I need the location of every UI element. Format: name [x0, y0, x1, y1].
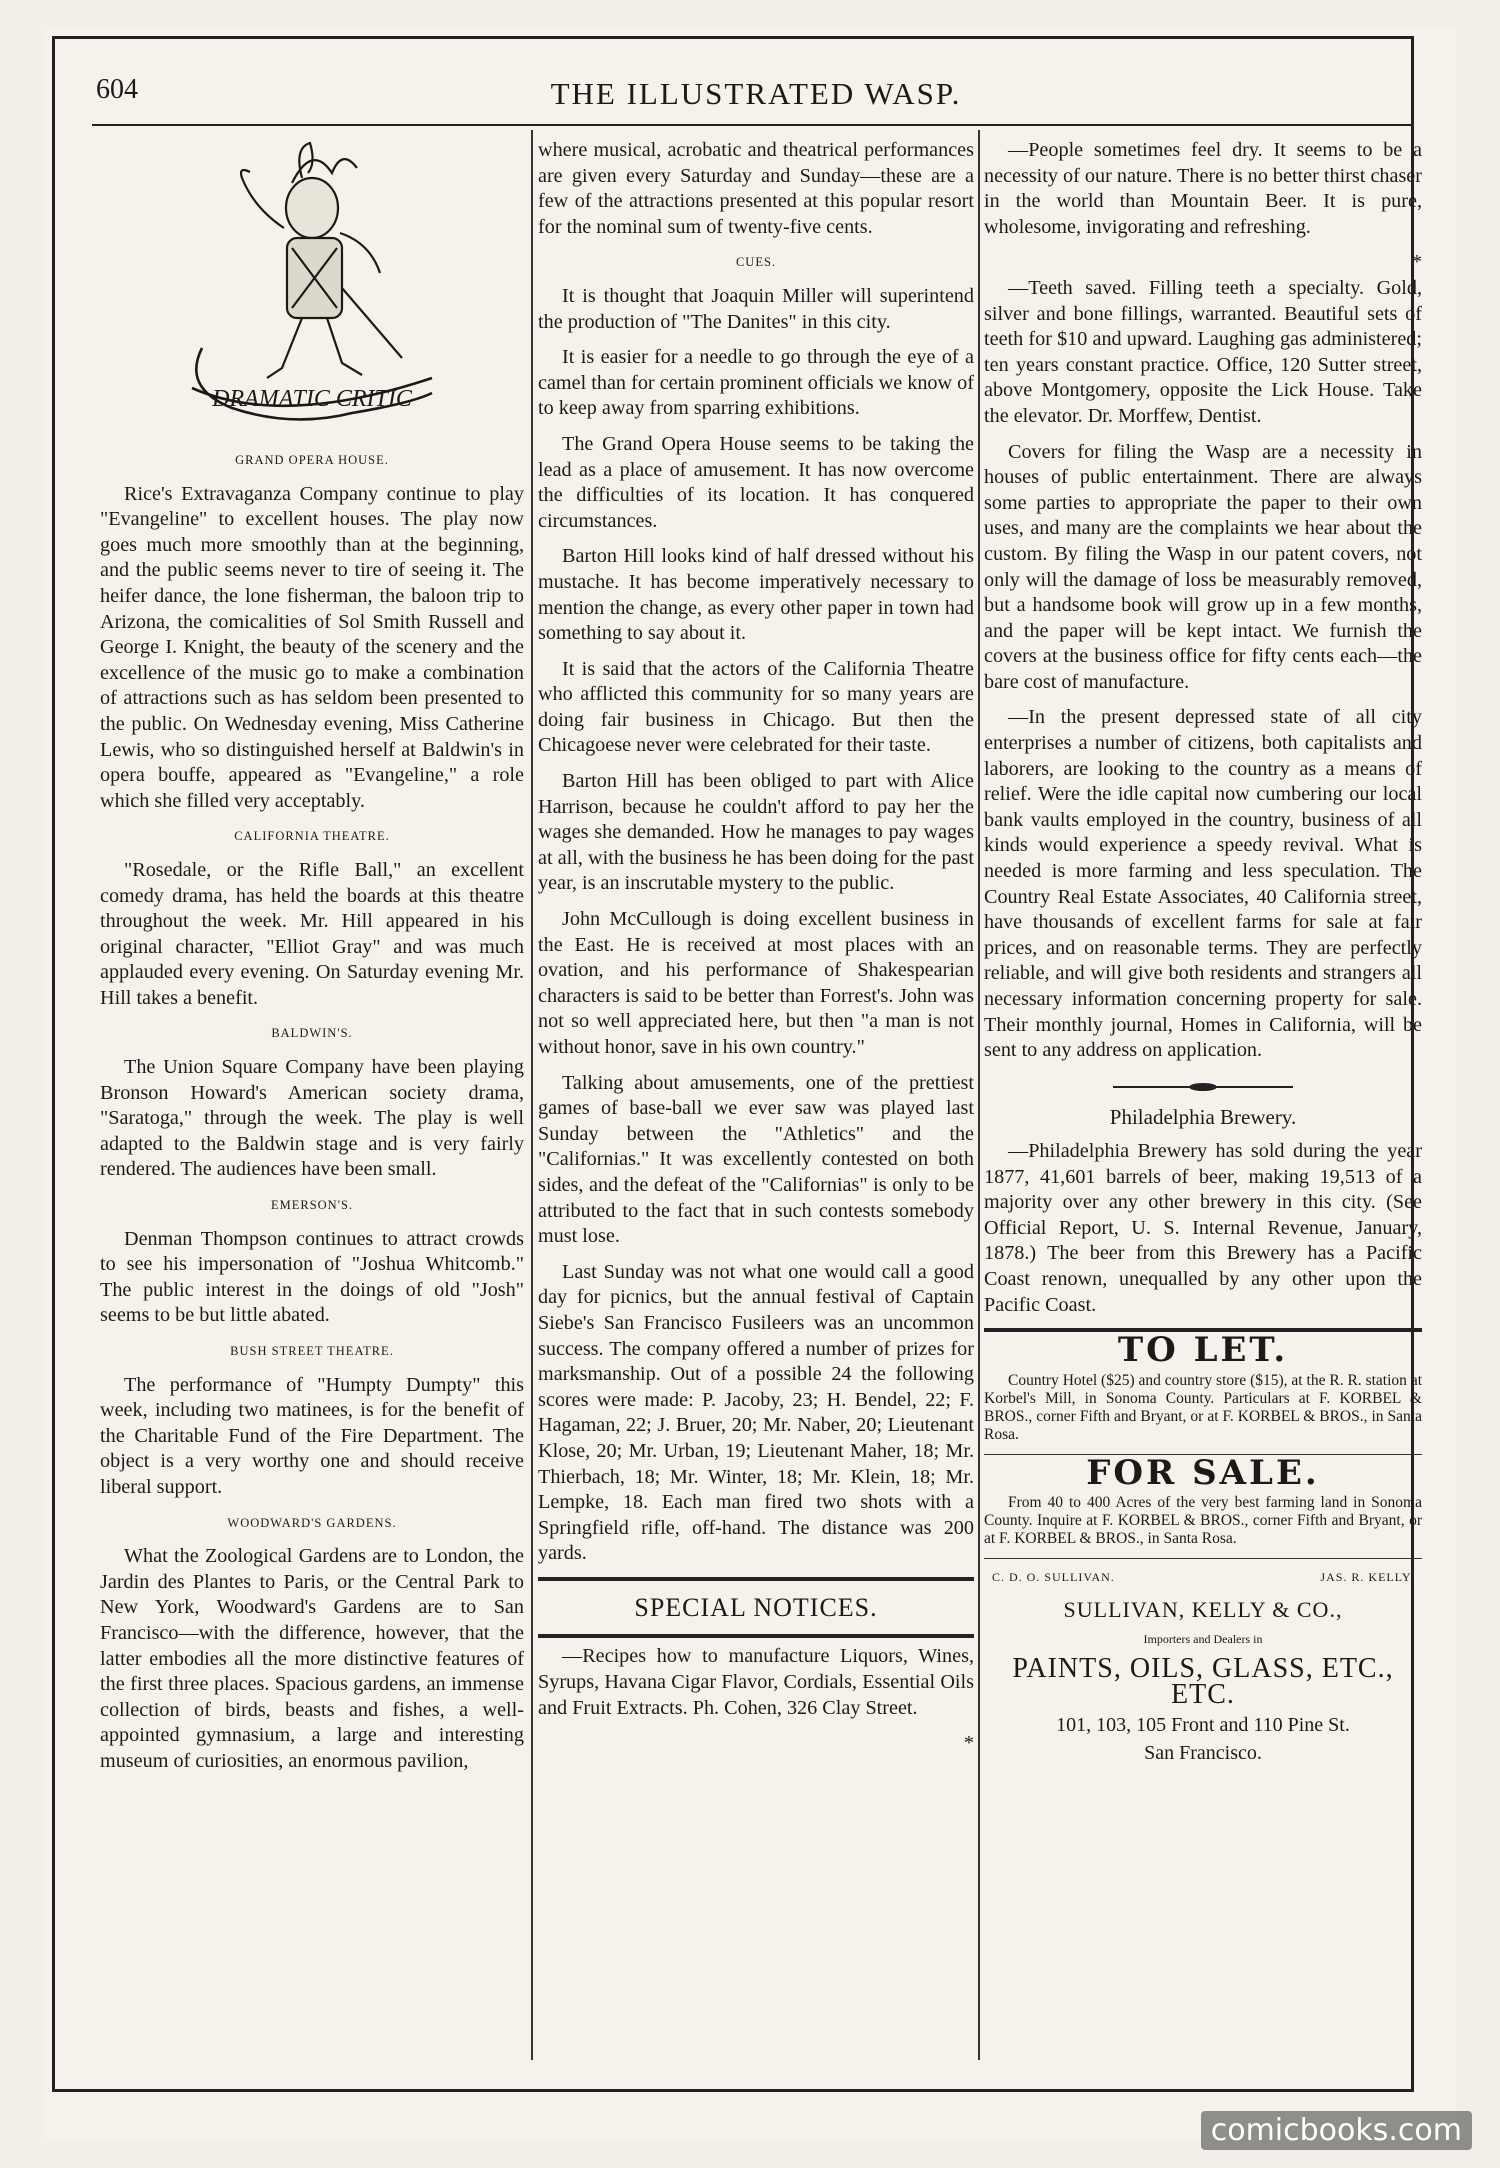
- emersons-heading: EMERSON'S.: [270, 1198, 354, 1213]
- sullivan-kelly-rule: [984, 1558, 1422, 1559]
- baldwins-heading: BALDWIN'S.: [271, 1026, 353, 1041]
- partner-name-right: JAS. R. KELLY.: [1320, 1570, 1414, 1585]
- page-title: THE ILLUSTRATED WASP.: [550, 76, 962, 111]
- cues-paragraph-4: Barton Hill looks kind of half dressed without his mustache. It has become imperatively necessary to mention the change, as every other paper in town had something to say about it.: [538, 545, 974, 645]
- cues-paragraph-8: Talking about amusements, one of the prettiest games of base-ball we ever saw was played last Sunday between the "Athletics" and the "Californias." It was excellently contested on both sides, and the defeat of the "Californias" is only to be attributed to the fact that in such contests somebody must lose.: [538, 1071, 974, 1248]
- cues-paragraph-6: Barton Hill has been obliged to part with Alice Harrison, because he couldn't afford to pay her the wages she demanded. How he manages to pay wages at all, with the business he has been doing for the past year, is an inscrutable mystery to the public.: [538, 770, 974, 895]
- illustration-caption: DRAMATIC CRITIC: [212, 386, 412, 412]
- column-2: [538, 138, 974, 1757]
- partner-name-left: C. D. O. SULLIVAN.: [992, 1570, 1115, 1585]
- grand-opera-heading: GRAND OPERA HOUSE.: [235, 453, 389, 467]
- cues-paragraph-9: Last Sunday was not what one would call a good day for picnics, but the annual festival of Captain Siebe's San Francisco Fusileers was an uncommon success. The company offered a number of prizes for marksmanship. Out of a possible 24 the following scores were made: P. Jacoby, 23; H. Bendel, 22; F. Hagaman, 22; J. Bruer, 20; Mr. Naber, 20; Lieutenant Klose, 20; Mr. Urban, 19; Lieutenant Maher, 18; Mr. Thierbach, 18; Mr. Winter, 18; Mr. Klein, 18; Mr. Lempke, 18. Each man fired two shots with a Springfield rifle, off-hand. The distance was 200 yards.: [538, 1260, 974, 1565]
- special-notices-rule-top: [538, 1577, 974, 1581]
- baldwins-paragraph: The Union Square Company have been playing Bronson Howard's American society drama, "Saratoga," through the week. The play is well adapted to the Baldwin stage and is very fairly rendered. The audiences have been small.: [100, 1056, 524, 1181]
- column-1: [100, 138, 524, 1785]
- for-sale-heading: FOR SALE.: [1086, 1452, 1320, 1493]
- woodwards-heading: WOODWARD'S GARDENS.: [227, 1515, 397, 1530]
- recipes-notice: —Recipes how to manufacture Liquors, Wines, Syrups, Havana Cigar Flavor, Cordials, Essential Oils and Fruit Extracts. Ph. Cohen, 326 Clay Street.: [538, 1645, 974, 1719]
- california-theatre-paragraph: "Rosedale, or the Rifle Ball," an excellent comedy drama, has held the boards at this theatre throughout the week. Mr. Hill appeared in his original character, "Elliot Gray" and was much applauded every evening. On Saturday evening Mr. Hill takes a benefit.: [100, 858, 524, 1009]
- cues-paragraph-3: The Grand Opera House seems to be taking the lead as a place of amusement. It has now overcome the difficulties of its location. It has conquered circumstances.: [538, 432, 974, 532]
- column-rule-2: [978, 130, 980, 2060]
- to-let-heading: TO LET.: [1117, 1330, 1289, 1371]
- page-header: [96, 70, 1416, 120]
- cues-heading: CUES.: [735, 255, 777, 270]
- partner-names: [992, 1565, 1414, 1591]
- grand-opera-paragraph: Rice's Extravaganza Company continue to play "Evangeline" to excellent houses. The play now goes much more smoothly than at the beginning, and the public seems never to tire of seeing it. The heifer dance, the lone fisherman, the baloon trip to Arizona, the comicalities of Sol Smith Russell and George I. Knight, the beauty of the scenery and the excellence of the music go to make a combination of attractions such as has seldom been presented to the public. On Wednesday evening, Miss Catherine Lewis, who so distinguished herself at Baldwin's in opera bouffe, appeared as "Evangeline," a role which she filled very acceptably.: [100, 482, 524, 812]
- watermark: comicbooks.com: [1201, 2111, 1472, 2150]
- brewery-heading: Philadelphia Brewery.: [1109, 1105, 1297, 1130]
- mountain-beer-notice: —People sometimes feel dry. It seems to be a necessity of our nature. There is no better thirst chaser in the world than Mountain Beer. It is pure, wholesome, invigorating and refreshing.: [984, 139, 1422, 238]
- california-theatre-heading: CALIFORNIA THEATRE.: [234, 829, 390, 844]
- wasp-covers-notice: Covers for filing the Wasp are a necessity in houses of public entertainment. There are always some parties to appropriate the paper to their own uses, and many are the complaints we hear about the custom. By filing the Wasp in our patent covers, not only will the damage of loss be measurably removed, but a handsome book will grow up in a few months, and the paper will be kept intact. We furnish the covers at the business office for fifty cents each—the bare cost of manufacture.: [984, 440, 1422, 693]
- woodwards-continued: where musical, acrobatic and theatrical performances are given every Saturday and Sunday—these are a few of the attractions presented at this popular resort for the nominal sum of twenty-five cents.: [538, 139, 974, 238]
- brewery-notice: —Philadelphia Brewery has sold during the year 1877, 41,601 barrels of beer, making 19,513 of a majority over any other brewery in this city. (See Official Report, U. S. Internal Revenue, January, 1878.) The beer from this Brewery has a Pacific Coast renown, unequalled by any other upon the Pacific Coast.: [984, 1139, 1422, 1316]
- firm-address: 101, 103, 105 Front and 110 Pine St.: [1056, 1714, 1350, 1737]
- firm-subtitle: Importers and Dealers in: [1143, 1631, 1263, 1646]
- ornament-rule-icon: [1113, 1082, 1293, 1092]
- firm-city: San Francisco.: [1144, 1741, 1262, 1764]
- page-number: 604: [96, 74, 138, 105]
- dramatic-critic-illustration: [162, 138, 462, 438]
- special-notices-rule-bottom: [538, 1634, 974, 1638]
- real-estate-notice: —In the present depressed state of all city enterprises a number of citizens, both capitalists and laborers, are looking to the country as a means of relief. Were the idle capital now cumbering our local bank vaults employed in the country, business of all kinds would experience a speedy revival. What is needed is more farming and less speculation. The Country Real Estate Associates, 40 California street, have thousands of excellent farms for sale at fair prices, and on reasonable terms. They are perfectly reliable, and will give both residents and strangers all necessary information concerning property for sale. Their monthly journal, Homes in California, will be sent to any address on application.: [984, 706, 1422, 1062]
- woodwards-paragraph: What the Zoological Gardens are to London, the Jardin des Plantes to Paris, or the Central Park to New York, Woodward's Gardens are to San Francisco—with the difference, however, that the latter embodies all the more distinctive features of the first three places. Spacious gardens, an immense collection of birds, beasts and fishes, a well-appointed gymnasium, a large and interesting museum of curiosities, an enormous pavilion,: [100, 1545, 524, 1772]
- column-rule-1: [531, 130, 533, 2060]
- firm-name: SULLIVAN, KELLY & CO.,: [1063, 1596, 1343, 1622]
- ornament-divider: [984, 1074, 1422, 1100]
- column-3: [984, 138, 1422, 1768]
- cues-paragraph-1: It is thought that Joaquin Miller will superintend the production of "The Danites" in this city.: [538, 284, 974, 333]
- cues-paragraph-2: It is easier for a needle to go through the eye of a camel than for certain prominent officials we know of to keep away from sparring exhibitions.: [538, 346, 974, 420]
- special-notices-heading: SPECIAL NOTICES.: [634, 1592, 878, 1622]
- cues-paragraph-5: It is said that the actors of the California Theatre who afflicted this community for so many years are doing fair business in Chicago. But then the Chicagoese never were celebrated for their taste.: [538, 657, 974, 757]
- recipes-star: *: [963, 1732, 974, 1755]
- header-rule: [92, 124, 1414, 126]
- dentist-notice: —Teeth saved. Filling teeth a specialty. Gold, silver and bone fillings, warranted. Beautiful sets of teeth for $10 and upward. Laughing gas administered; ten years constant practice. Office, 120 Sutter street, above Montgomery, opposite the Lick House. Take the elevator. Dr. Morffew, Dentist.: [984, 276, 1422, 427]
- notice-star-1: *: [1411, 251, 1422, 274]
- bush-street-paragraph: The performance of "Humpty Dumpty" this week, including two matinees, is for the benefit of the Charitable Fund of the Fire Department. The object is a very worthy one and should receive liberal support.: [100, 1373, 524, 1498]
- bush-street-heading: BUSH STREET THEATRE.: [230, 1344, 394, 1358]
- cues-paragraph-7: John McCullough is doing excellent business in the East. He is received at most places with an ovation, and his performance of Shakespearian characters is said to be better than Forrest's. John was not so well appreciated here, but then "a man is not without honor, save in his own country.": [538, 908, 974, 1058]
- firm-goods: PAINTS, OILS, GLASS, ETC., ETC.: [1012, 1653, 1394, 1710]
- emersons-paragraph: Denman Thompson continues to attract crowds to see his impersonation of "Joshua Whitcomb." The public interest in the doings of old "Josh" seems to be but little abated.: [100, 1227, 524, 1327]
- for-sale-text: From 40 to 400 Acres of the very best farming land in Sonoma County. Inquire at F. KORBEL & BROS., corner Fifth and Bryant, or at F. KORBEL & BROS., in Santa Rosa.: [984, 1494, 1422, 1548]
- to-let-text: Country Hotel ($25) and country store ($15), at the R. R. station at Korbel's Mill, in Sonoma County. Particulars at F. KORBEL & BROS., corner Fifth and Bryant, or at F. KORBEL & BROS., in Santa Rosa.: [984, 1371, 1422, 1443]
